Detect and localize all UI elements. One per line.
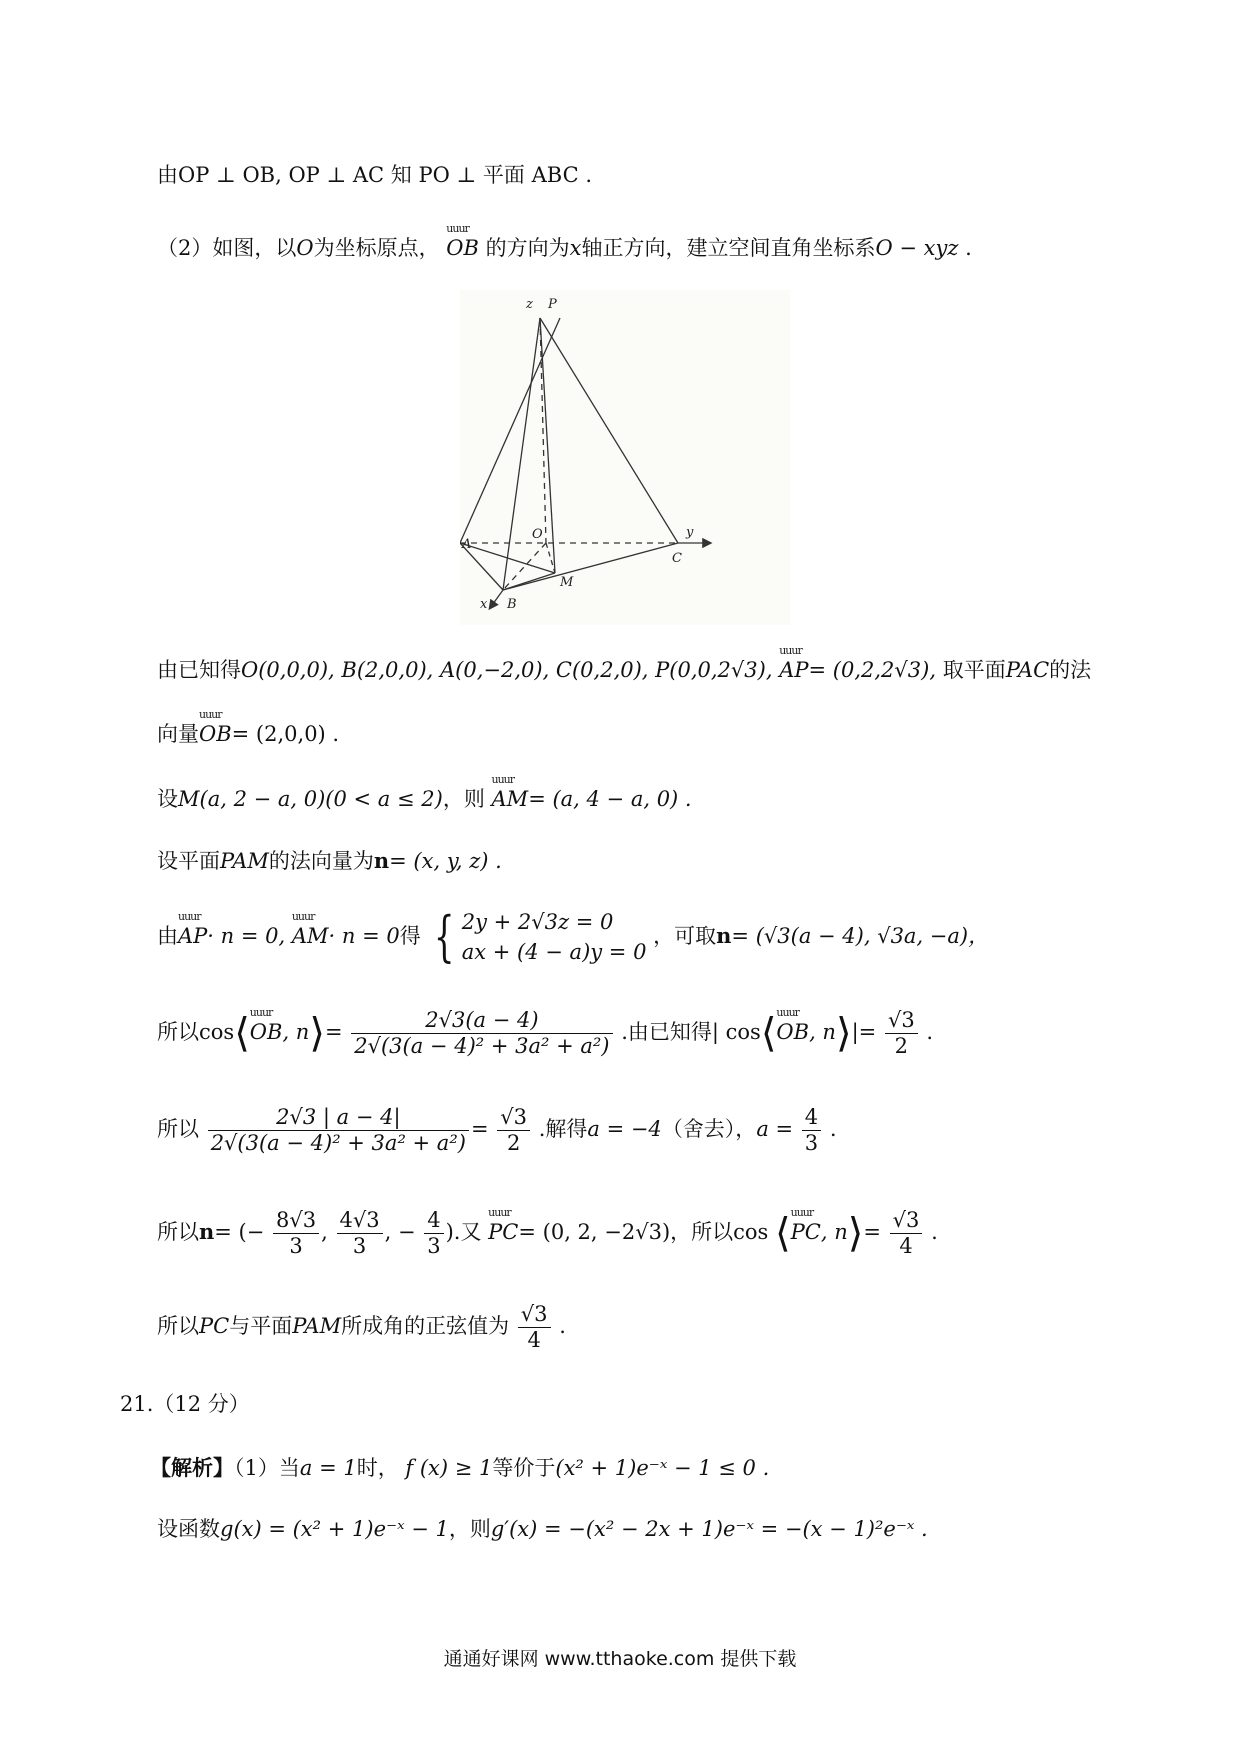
text-line-7: 由uuur AP· n = 0, uuur AM· n = 0得 { 2y + 2√3z = 0 ax + (4 − a)y = 0 ，可取n= (√3(a − 4), √3a, −a)， [157,907,989,968]
vector-AP: uuur AP [779,658,808,683]
text-line-2: （2）如图，以O为坐标原点， uuur OB 的方向为x轴正方向，建立空间直角坐标系O − xyz . [157,236,972,261]
text-line-11: 所以PC与平面PAM所成角的正弦值为 $\frac{√3}{4}$ . [157,1302,566,1353]
label-M: M [560,575,574,590]
equation-system: 2y + 2√3z = 0 ax + (4 − a)y = 0 [461,910,647,965]
label-B: B [507,597,517,612]
text-line-8: 所以cos⟨uuur OB, n⟩= $\frac{2√3(a - 4)}{\text{2√(3(a − 4)² + 3a² + a²)}}$ .由已知得| cos⟨uuur OB, n⟩|= $\frac{√3}{2}$ . [157,1008,933,1059]
fraction: $\frac{2√3(a - 4)}{\text{2√(3(a − 4)² + 3a² + a²)}}$ [351,1008,612,1059]
label-A: A [462,537,472,552]
pyramid-figure [460,290,790,625]
question-number: 21.（12 分） [120,1392,250,1416]
axis-x [490,590,503,608]
vector-PC: uuur PC [488,1220,518,1245]
text-line-14: 设函数g(x) = (x² + 1)e⁻ˣ − 1，则g′(x) = −(x² − 2x + 1)e⁻ˣ = −(x − 1)²e⁻ˣ . [157,1517,928,1541]
text-line-10: 所以n= (− $\frac{8√3}{3}$ , $\frac{4√3}{3}$ , − $\frac{4}{3}$ ).又 uuur PC= (0, 2, −2√3)，所以cos ⟨uuur PC, n⟩= $\frac{√3}{4}$ . [157,1208,938,1259]
text-line-6: 设平面PAM的法向量为n= (x, y, z) . [157,848,502,873]
label-y: y [686,525,694,540]
text-line-9: 所以 $\frac{2√3 | a - 4|}{\text{2√(3(a − 4)² + 3a² + a²)}}$ = $\frac{√3}{2}$ .解得a = −4（舍去），a = $\frac{4}{3}$ . [157,1105,837,1156]
footer-credit: 通通好课网 www.tthaoke.com 提供下载 [443,1648,797,1670]
label-x: x [480,597,488,612]
edge-PB [503,318,540,590]
edge-BC [503,543,678,590]
edge-PC [540,318,678,543]
label-C: C [672,551,682,566]
label-O: O [532,527,543,542]
text-line-3: 由已知得O(0,0,0), B(2,0,0), A(0,−2,0), C(0,2,0), P(0,0,2√3), uuur AP= (0,2,2√3), 取平面PAC的法 [157,658,1091,683]
vector-OB: uuur OB [446,236,479,261]
text-line-5: 设M(a, 2 − a, 0)(0 < a ≤ 2)，则 uuur AM= (a, 4 − a, 0) . [157,787,692,812]
label-z: z [526,297,533,312]
vector-AM: uuur AM [492,787,529,812]
edge-BM [503,573,555,590]
vector-OB: uuur OB [199,722,232,747]
text-line-13: 【解析】（1）当a = 1时， f (x) ≥ 1等价于(x² + 1)e⁻ˣ − 1 ≤ 0 . [150,1455,770,1480]
vector-AP: uuur AP [178,924,207,949]
vector-AM: uuur AM [292,924,329,949]
text-line-1: 由OP ⊥ OB, OP ⊥ AC 知 PO ⊥ 平面 ABC . [157,163,593,187]
label-P: P [548,297,557,312]
text-line-4: 向量uuur OB= (2,0,0) . [157,722,339,747]
